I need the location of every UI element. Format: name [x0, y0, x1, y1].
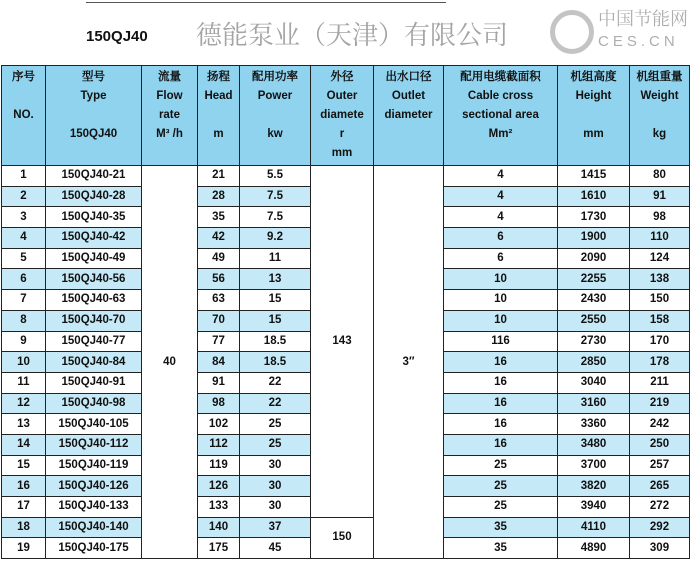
- header-line: M³ /h: [156, 128, 183, 140]
- header-line: 型号: [82, 71, 105, 83]
- header-line: 机组高度: [570, 71, 617, 83]
- cell-weight: 292: [630, 517, 690, 538]
- cell-head: 119: [198, 455, 240, 476]
- header-line: 流量: [158, 71, 181, 83]
- header-line: 配用功率: [252, 71, 298, 83]
- cell-model: 150QJ40-63: [46, 290, 142, 311]
- header-line: Mm²: [488, 128, 513, 140]
- cell-cable: 35: [444, 517, 558, 538]
- cell-no: 15: [2, 455, 46, 476]
- header-weight: [630, 66, 690, 166]
- header-line: 配用电缆截面积: [460, 71, 541, 83]
- page-title: 150QJ40: [86, 28, 148, 45]
- watermark: 德能泵业（天津）有限公司: [196, 21, 509, 51]
- cell-weight: 257: [630, 455, 690, 476]
- cell-power: 13: [240, 269, 311, 290]
- cell-power: 45: [240, 538, 311, 559]
- cell-cable: 16: [444, 414, 558, 435]
- cell-outlet-diameter: 3″: [374, 166, 444, 559]
- header-line: 150QJ40: [69, 128, 118, 140]
- header-line: Height: [575, 90, 612, 102]
- cell-head: 49: [198, 248, 240, 269]
- header-line: Power: [257, 90, 293, 102]
- cell-weight: 150: [630, 290, 690, 311]
- cell-height: 2730: [558, 331, 630, 352]
- cell-cable: 16: [444, 352, 558, 373]
- header-line: [198, 106, 239, 125]
- cell-head: 21: [198, 166, 240, 187]
- header-line: [240, 106, 310, 125]
- header-line: kw: [267, 128, 283, 140]
- header-flow-rate: [142, 66, 198, 166]
- header-outlet-diameter: [374, 66, 444, 166]
- header-line: 出水口径: [385, 71, 432, 83]
- cell-model: 150QJ40-126: [46, 476, 142, 497]
- cell-no: 14: [2, 434, 46, 455]
- header-type: [46, 66, 142, 166]
- cell-power: 30: [240, 497, 311, 518]
- header-line: NO.: [13, 109, 34, 121]
- cell-weight: 309: [630, 538, 690, 559]
- cell-no: 8: [2, 310, 46, 331]
- header-line: Type: [80, 90, 107, 102]
- cell-model: 150QJ40-175: [46, 538, 142, 559]
- cell-model: 150QJ40-28: [46, 186, 142, 207]
- cell-head: 102: [198, 414, 240, 435]
- cell-power: 30: [240, 476, 311, 497]
- cell-no: 16: [2, 476, 46, 497]
- cell-head: 28: [198, 186, 240, 207]
- spec-table: [1, 65, 690, 559]
- cell-no: 11: [2, 372, 46, 393]
- header-line: diameter: [384, 109, 433, 121]
- header-line: 扬程: [207, 71, 230, 83]
- cell-no: 7: [2, 290, 46, 311]
- cell-height: 4110: [558, 517, 630, 538]
- cell-height: 2550: [558, 310, 630, 331]
- cell-no: 18: [2, 517, 46, 538]
- cell-power: 7.5: [240, 207, 311, 228]
- cell-head: 175: [198, 538, 240, 559]
- cell-cable: 25: [444, 476, 558, 497]
- ces-logo: [548, 4, 690, 60]
- cell-model: 150QJ40-140: [46, 517, 142, 538]
- logo-text-cn: 中国节能网: [598, 9, 688, 29]
- cell-weight: 265: [630, 476, 690, 497]
- cell-height: 3360: [558, 414, 630, 435]
- cell-weight: 219: [630, 393, 690, 414]
- header-line: rate: [158, 109, 181, 121]
- header-line: [2, 87, 45, 106]
- cell-cable: 10: [444, 290, 558, 311]
- cell-weight: 211: [630, 372, 690, 393]
- cell-weight: 272: [630, 497, 690, 518]
- cell-head: 140: [198, 517, 240, 538]
- cell-height: 3940: [558, 497, 630, 518]
- cell-cable: 4: [444, 207, 558, 228]
- cell-head: 63: [198, 290, 240, 311]
- header-no: [2, 66, 46, 166]
- cell-power: 7.5: [240, 186, 311, 207]
- header-line: Flow: [156, 90, 183, 102]
- cell-height: 1415: [558, 166, 630, 187]
- header-line: [630, 106, 689, 125]
- cell-cable: 6: [444, 248, 558, 269]
- header-line: diamete: [320, 109, 364, 121]
- cell-weight: 110: [630, 228, 690, 249]
- cell-cable: 116: [444, 331, 558, 352]
- cell-model: 150QJ40-112: [46, 434, 142, 455]
- cell-outer-diameter: 143: [311, 166, 374, 518]
- cell-model: 150QJ40-105: [46, 414, 142, 435]
- cell-power: 9.2: [240, 228, 311, 249]
- header-line: m: [213, 128, 224, 140]
- header-head: [198, 66, 240, 166]
- header-line: r: [339, 128, 345, 140]
- cell-model: 150QJ40-119: [46, 455, 142, 476]
- cell-weight: 170: [630, 331, 690, 352]
- cell-no: 3: [2, 207, 46, 228]
- cell-weight: 138: [630, 269, 690, 290]
- cell-weight: 242: [630, 414, 690, 435]
- cell-height: 2430: [558, 290, 630, 311]
- cell-weight: 250: [630, 434, 690, 455]
- cell-no: 2: [2, 186, 46, 207]
- header-line: 外径: [330, 71, 354, 83]
- cell-power: 25: [240, 434, 311, 455]
- cell-model: 150QJ40-70: [46, 310, 142, 331]
- header-line: Head: [204, 90, 233, 102]
- cell-weight: 158: [630, 310, 690, 331]
- cell-no: 6: [2, 269, 46, 290]
- header-power: [240, 66, 311, 166]
- cell-head: 35: [198, 207, 240, 228]
- cell-head: 126: [198, 476, 240, 497]
- cell-height: 2850: [558, 352, 630, 373]
- table-row: [2, 166, 690, 187]
- cell-head: 133: [198, 497, 240, 518]
- cell-height: 3480: [558, 434, 630, 455]
- cell-height: 3700: [558, 455, 630, 476]
- cell-model: 150QJ40-42: [46, 228, 142, 249]
- cell-head: 77: [198, 331, 240, 352]
- cell-power: 37: [240, 517, 311, 538]
- cell-height: 4890: [558, 538, 630, 559]
- cell-power: 15: [240, 290, 311, 311]
- cell-model: 150QJ40-98: [46, 393, 142, 414]
- cell-weight: 80: [630, 166, 690, 187]
- header-line: [46, 106, 141, 125]
- cell-cable: 25: [444, 497, 558, 518]
- cell-model: 150QJ40-56: [46, 269, 142, 290]
- cell-power: 22: [240, 393, 311, 414]
- cell-height: 3040: [558, 372, 630, 393]
- cell-weight: 91: [630, 186, 690, 207]
- cell-height: 3820: [558, 476, 630, 497]
- cell-height: 3160: [558, 393, 630, 414]
- cell-power: 18.5: [240, 352, 311, 373]
- cell-cable: 35: [444, 538, 558, 559]
- header-line: sectional area: [462, 109, 539, 121]
- cell-height: 1900: [558, 228, 630, 249]
- header-cable-section: [444, 66, 558, 166]
- cell-height: 2255: [558, 269, 630, 290]
- cell-model: 150QJ40-84: [46, 352, 142, 373]
- cell-model: 150QJ40-77: [46, 331, 142, 352]
- cell-head: 56: [198, 269, 240, 290]
- header-line: 序号: [12, 71, 35, 83]
- cell-no: 9: [2, 331, 46, 352]
- cell-no: 10: [2, 352, 46, 373]
- cell-cable: 10: [444, 310, 558, 331]
- cell-model: 150QJ40-21: [46, 166, 142, 187]
- header-outer-diameter: [311, 66, 374, 166]
- cell-height: 2090: [558, 248, 630, 269]
- cell-head: 98: [198, 393, 240, 414]
- cell-no: 12: [2, 393, 46, 414]
- cell-head: 42: [198, 228, 240, 249]
- cell-power: 18.5: [240, 331, 311, 352]
- cell-cable: 4: [444, 186, 558, 207]
- cell-no: 5: [2, 248, 46, 269]
- cell-model: 150QJ40-91: [46, 372, 142, 393]
- header-line: Outlet: [391, 90, 426, 102]
- cell-outer-diameter: 150: [311, 517, 374, 558]
- cell-height: 1610: [558, 186, 630, 207]
- logo-text-en: CES.CN: [598, 33, 679, 50]
- cell-power: 30: [240, 455, 311, 476]
- table-row: [2, 517, 690, 538]
- header-line: Outer: [326, 90, 358, 102]
- cell-no: 1: [2, 166, 46, 187]
- cell-cable: 16: [444, 393, 558, 414]
- cell-cable: 16: [444, 434, 558, 455]
- cell-model: 150QJ40-133: [46, 497, 142, 518]
- header-line: mm: [331, 147, 353, 159]
- cell-head: 84: [198, 352, 240, 373]
- cell-head: 112: [198, 434, 240, 455]
- top-rule: [86, 2, 446, 3]
- cell-power: 25: [240, 414, 311, 435]
- cell-power: 11: [240, 248, 311, 269]
- cell-cable: 16: [444, 372, 558, 393]
- header-row: [2, 66, 690, 166]
- cell-height: 1730: [558, 207, 630, 228]
- header-line: kg: [652, 128, 667, 140]
- cell-power: 5.5: [240, 166, 311, 187]
- cell-no: 17: [2, 497, 46, 518]
- cell-head: 70: [198, 310, 240, 331]
- cell-weight: 98: [630, 207, 690, 228]
- cell-model: 150QJ40-35: [46, 207, 142, 228]
- cell-cable: 10: [444, 269, 558, 290]
- header-line: [558, 106, 629, 125]
- cell-head: 91: [198, 372, 240, 393]
- cell-power: 22: [240, 372, 311, 393]
- header-line: mm: [583, 128, 604, 140]
- cell-weight: 178: [630, 352, 690, 373]
- header-line: Weight: [640, 90, 679, 102]
- cell-weight: 124: [630, 248, 690, 269]
- header-line: 机组重量: [636, 71, 683, 83]
- logo-emblem-icon: [550, 10, 594, 54]
- header-height: [558, 66, 630, 166]
- cell-flow-rate: 40: [142, 166, 198, 559]
- cell-no: 4: [2, 228, 46, 249]
- cell-no: 19: [2, 538, 46, 559]
- header-line: Cable cross: [467, 90, 534, 102]
- cell-cable: 4: [444, 166, 558, 187]
- cell-power: 15: [240, 310, 311, 331]
- cell-model: 150QJ40-49: [46, 248, 142, 269]
- cell-no: 13: [2, 414, 46, 435]
- cell-cable: 6: [444, 228, 558, 249]
- cell-cable: 25: [444, 455, 558, 476]
